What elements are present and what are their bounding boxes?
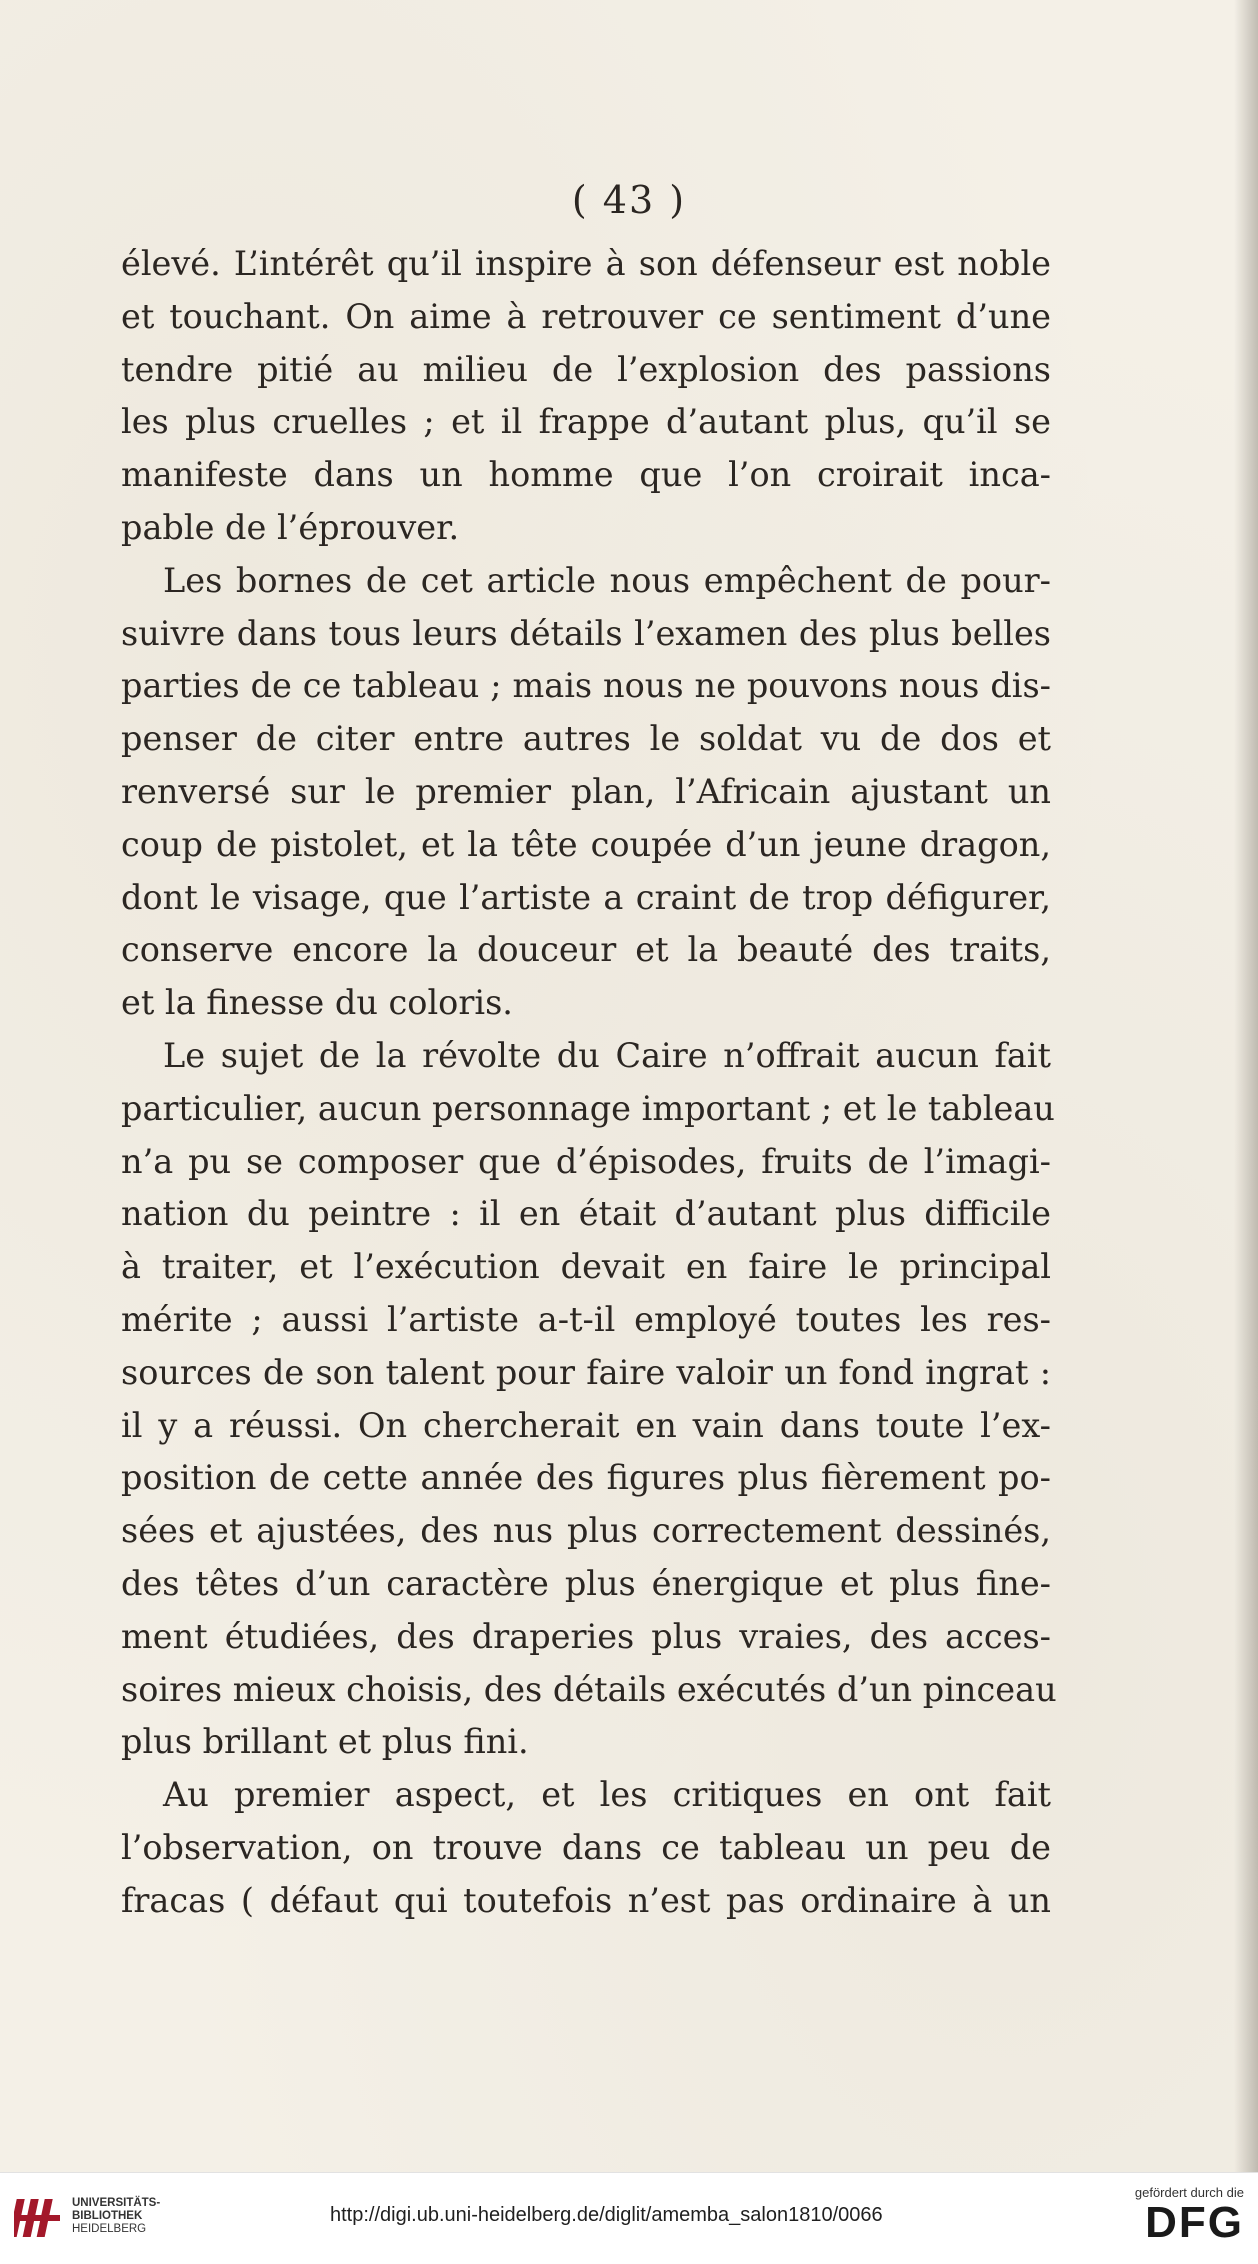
page-edge-shadow <box>1234 0 1258 2172</box>
paragraph-3 <box>121 1030 1057 1769</box>
text-line: et touchant. On aime à retrouver ce sentiment d’une <box>121 296 1051 336</box>
text-line: à traiter, et l’exécution devait en faire le principal <box>121 1247 1051 1287</box>
text-line: ment étudiées, des draperies plus vraies, des acces- <box>121 1616 1051 1656</box>
text-line: n’a pu se composer que d’épisodes, fruits de l’imagi- <box>121 1141 1051 1181</box>
dfg-funding-logo[interactable] <box>1114 2185 1244 2255</box>
library-emblem-icon <box>14 2193 64 2243</box>
text-line: mérite ; aussi l’artiste a-t-il employé toutes les res- <box>121 1299 1051 1339</box>
text-line: l’observation, on trouve dans ce tableau un peu de <box>121 1827 1051 1867</box>
text-line: dont le visage, que l’artiste a craint de trop défigurer, <box>121 877 1051 917</box>
dfg-logo-text: DFG <box>1145 2198 1244 2247</box>
library-name-line: HEIDELBERG <box>72 2223 147 2235</box>
text-line: Le sujet de la révolte du Caire n’offrait aucun fait <box>163 1035 1051 1075</box>
library-name-line: UNIVERSITÄTS- <box>72 2197 161 2209</box>
text-line: tendre pitié au milieu de l’explosion des passions <box>121 349 1051 389</box>
funding-caption: gefördert durch die <box>1134 2185 1244 2200</box>
paragraph-4 <box>121 1769 1051 1927</box>
footer-bar <box>0 2172 1258 2264</box>
text-line: position de cette année des figures plus fièrement po- <box>121 1458 1051 1498</box>
text-line: coup de pistolet, et la tête coupée d’un jeune dragon, <box>121 824 1051 864</box>
permalink-url[interactable]: http://digi.ub.uni-heidelberg.de/diglit/amemba_salon1810/0066 <box>330 2204 883 2226</box>
text-line: conserve encore la douceur et la beauté des traits, <box>121 930 1051 970</box>
text-line: et la finesse du coloris. <box>121 983 513 1023</box>
library-name <box>72 2197 160 2236</box>
text-line: nation du peintre : il en était d’autant plus difficile <box>121 1194 1051 1234</box>
text-line: suivre dans tous leurs détails l’examen des plus belles <box>121 613 1051 653</box>
text-line: fracas ( défaut qui toutefois n’est pas ordinaire à un <box>121 1880 1051 1920</box>
text-line: des têtes d’un caractère plus énergique et plus fine- <box>121 1563 1051 1603</box>
text-line: particulier, aucun personnage important ; et le tableau <box>121 1088 1055 1128</box>
text-line: élevé. L’intérêt qu’il inspire à son défenseur est noble <box>121 244 1051 283</box>
paragraph-2 <box>121 555 1051 1030</box>
text-line: plus brillant et plus fini. <box>121 1722 529 1762</box>
text-line: pable de l’éprouver. <box>121 507 460 547</box>
library-name-line: BIBLIOTHEK <box>72 2210 143 2222</box>
text-line: il y a réussi. On chercherait en vain dans toute l’ex- <box>121 1405 1051 1445</box>
paragraph-1 <box>121 238 1051 555</box>
text-line: manifeste dans un homme que l’on croirait inca- <box>121 455 1051 495</box>
page-number: ( 43 ) <box>571 178 687 222</box>
body-text <box>121 238 1057 1928</box>
text-line: Au premier aspect, et les critiques en ont fait <box>163 1775 1051 1815</box>
text-line: sées et ajustées, des nus plus correctement dessinés, <box>121 1511 1051 1551</box>
text-line: Les bornes de cet article nous empêchent de pour- <box>163 560 1051 600</box>
text-line: penser de citer entre autres le soldat vu de dos et <box>121 719 1051 759</box>
text-line: parties de ce tableau ; mais nous ne pouvons nous dis- <box>121 666 1051 706</box>
text-line: renversé sur le premier plan, l’Africain ajustant un <box>121 771 1051 811</box>
text-line: soires mieux choisis, des détails exécutés d’un pinceau <box>121 1669 1057 1709</box>
university-library-logo[interactable] <box>14 2187 174 2249</box>
text-line: les plus cruelles ; et il frappe d’autant plus, qu’il se <box>121 402 1051 442</box>
text-line: sources de son talent pour faire valoir un fond ingrat : <box>121 1352 1051 1392</box>
